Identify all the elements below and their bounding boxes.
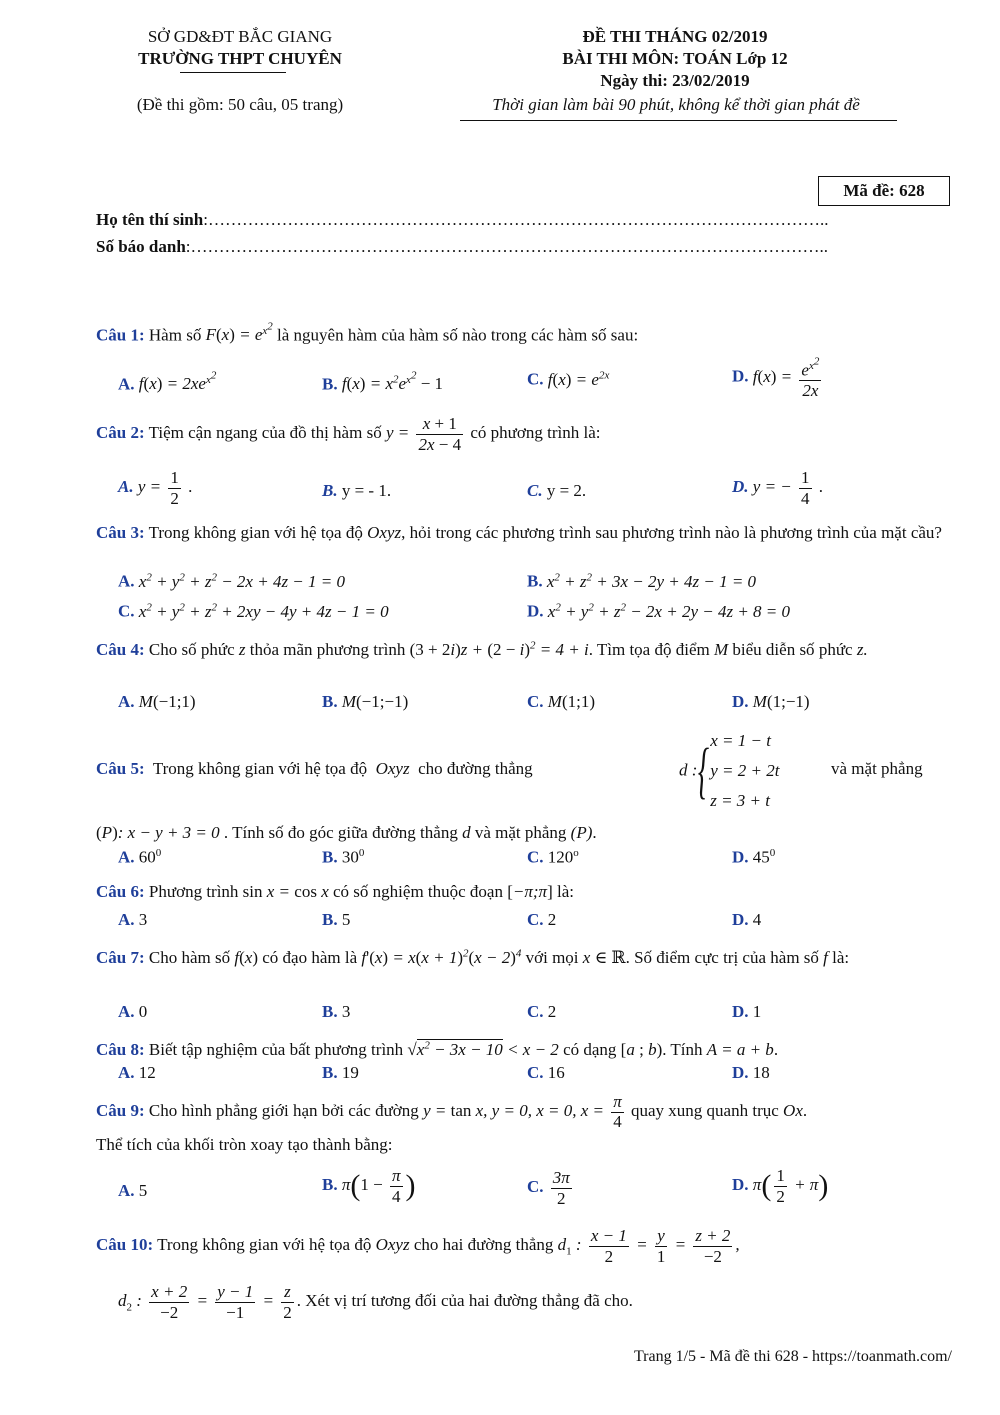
question-6-text-b: có số nghiệm thuộc đoạn bbox=[333, 882, 503, 901]
question-9-option-a[interactable] bbox=[118, 1181, 147, 1201]
question-1-formula: $F(x) = e^{x^2}$ bbox=[205, 320, 273, 345]
exam-subject: BÀI THI MÔN: TOÁN Lớp 12 bbox=[562, 49, 788, 68]
option-value: 18 bbox=[752, 1063, 770, 1082]
option-formula: π( $\frac{1}{2}$ + π) bbox=[752, 1166, 829, 1206]
exam-code-box bbox=[818, 176, 950, 206]
option-letter: A. bbox=[118, 910, 135, 929]
question-2-option-d[interactable] bbox=[732, 468, 823, 508]
student-name-label: Họ tên thí sinh bbox=[96, 210, 204, 229]
question-9-text-a: Cho hình phẳng giới hạn bởi các đường bbox=[148, 1101, 419, 1121]
question-5-plane-name: (P) bbox=[570, 823, 593, 842]
question-9-formula: y = tan x, y = 0, x = 0, x = $\frac{\pi}{4}$ bbox=[423, 1092, 622, 1131]
option-sup: 0 bbox=[155, 847, 162, 859]
option-letter: B. bbox=[322, 1174, 338, 1194]
question-10-cont bbox=[118, 1282, 956, 1322]
question-6-option-b[interactable] bbox=[322, 910, 350, 930]
question-5-plane: (P): x − y + 3 = 0 bbox=[96, 823, 220, 842]
page-footer: Trang 1/5 - Mã đề thi 628 - https://toanmath.com/ bbox=[633, 1348, 952, 1365]
question-6-label: Câu 6: bbox=[96, 882, 145, 901]
option-value: 2 bbox=[547, 910, 557, 929]
question-3-label: Câu 3: bbox=[96, 523, 145, 542]
question-3-system: Oxyz bbox=[367, 523, 402, 542]
option-formula: $x^2 + y^2 + z^2 - 2x + 2y - 4z + 8 = 0$ bbox=[547, 601, 791, 621]
option-formula: M(−1;−1) bbox=[341, 692, 409, 711]
student-id-label: Số báo danh bbox=[96, 237, 186, 256]
option-letter: B. bbox=[322, 374, 338, 394]
option-value: 3 bbox=[138, 910, 148, 929]
question-10-line-d1: $d_1$ : $\frac{x - 1}{2}$ = $\frac{y}{1}$ = $\frac{z + 2}{-2}$ , bbox=[557, 1226, 740, 1266]
question-10-line-d2: $d_2$ : $\frac{x + 2}{-2}$ = $\frac{y - 1}{-1}$ = $\frac{z}{2}$ bbox=[118, 1282, 292, 1322]
option-value: 45 bbox=[752, 847, 770, 867]
question-7-text-c: với mọi bbox=[525, 948, 579, 967]
option-value: 16 bbox=[547, 1063, 565, 1082]
question-4-option-c[interactable] bbox=[527, 692, 595, 712]
question-3-text-c: trình của mặt cầu? bbox=[816, 523, 942, 542]
question-4-option-d[interactable] bbox=[732, 692, 810, 712]
option-letter: A. bbox=[118, 1063, 135, 1082]
question-8-a: a bbox=[626, 1040, 635, 1059]
question-3-text-a: Trong không gian với hệ tọa độ bbox=[148, 523, 363, 542]
question-9-text-b: quay xung quanh trục bbox=[631, 1101, 779, 1121]
option-value: 120 bbox=[547, 847, 574, 867]
question-7-domain: x ∈ ℝ bbox=[582, 948, 626, 967]
question-5-text-b: cho đường thẳng bbox=[418, 759, 533, 778]
option-letter: B. bbox=[527, 571, 543, 591]
question-4-text-b: thỏa mãn phương trình bbox=[249, 640, 406, 659]
question-4-option-a[interactable] bbox=[118, 692, 196, 712]
question-2-option-b[interactable] bbox=[322, 481, 391, 501]
question-1-option-a[interactable] bbox=[118, 369, 216, 394]
question-5-text-a: Trong không gian với hệ tọa độ bbox=[152, 759, 368, 778]
option-letter: D. bbox=[732, 476, 749, 496]
option-formula: $x^2 + y^2 + z^2 + 2xy - 4y + 4z - 1 = 0$ bbox=[138, 601, 389, 621]
question-7-text-f: là: bbox=[832, 948, 850, 967]
option-letter: A. bbox=[118, 571, 135, 591]
option-letter: C. bbox=[527, 1002, 544, 1021]
question-7-option-c[interactable] bbox=[527, 1002, 556, 1022]
option-formula: y = $\frac{1}{2}$ . bbox=[137, 468, 193, 508]
question-9-option-c[interactable] bbox=[527, 1168, 575, 1208]
school-underline bbox=[180, 72, 286, 73]
question-8-option-c[interactable] bbox=[527, 1063, 565, 1083]
option-letter: B. bbox=[322, 481, 338, 500]
question-5-text-e: và mặt phẳng bbox=[474, 823, 567, 842]
question-5-text-d: . Tính số đo góc giữa đường thẳng bbox=[223, 823, 458, 842]
question-1-text-b: là nguyên hàm của hàm số nào trong các hàm số sau: bbox=[277, 325, 639, 345]
question-2-text-b: có phương trình là: bbox=[470, 422, 601, 442]
question-5 bbox=[96, 726, 956, 816]
option-value: 3 bbox=[341, 1002, 351, 1021]
question-8-text-a: Biết tập nghiệm của bất phương trình bbox=[148, 1040, 404, 1059]
exam-code: Mã đề: 628 bbox=[843, 181, 925, 200]
question-9-label: Câu 9: bbox=[96, 1101, 145, 1121]
question-5-label: Câu 5: bbox=[96, 759, 145, 778]
option-letter: A. bbox=[118, 1002, 135, 1021]
question-5-line: d bbox=[462, 823, 471, 842]
question-2-label: Câu 2: bbox=[96, 422, 145, 442]
option-letter: A. bbox=[118, 847, 135, 867]
option-letter: D. bbox=[732, 910, 749, 929]
option-value: 12 bbox=[138, 1063, 156, 1082]
option-letter: C. bbox=[527, 847, 544, 867]
question-4-text-a: Cho số phức bbox=[148, 640, 235, 659]
option-value: 19 bbox=[341, 1063, 359, 1082]
question-8-text-b: có dạng [ bbox=[563, 1040, 627, 1059]
question-8 bbox=[96, 1037, 956, 1063]
question-2-option-c[interactable] bbox=[527, 481, 586, 501]
option-letter: D. bbox=[732, 366, 749, 386]
question-4-text-e: phức bbox=[818, 640, 853, 659]
option-formula: f(x) = $\frac{e^{x^2}}{2x}$ bbox=[752, 355, 820, 400]
option-formula: $f(x) = x^2e^{x^2} - 1$ bbox=[341, 369, 444, 394]
option-letter: C. bbox=[527, 910, 544, 929]
question-9-text-c: . bbox=[802, 1101, 808, 1121]
option-sup: 0 bbox=[358, 847, 365, 859]
option-formula: $f(x) = e^{2x}$ bbox=[547, 369, 610, 389]
question-6 bbox=[96, 879, 956, 905]
question-3-option-c[interactable] bbox=[118, 601, 389, 622]
question-6-formula: sin x = cos x bbox=[242, 882, 329, 901]
question-7-option-b[interactable] bbox=[322, 1002, 350, 1022]
option-letter: B. bbox=[322, 692, 338, 711]
question-7-text-d: . Số điểm cực trị của bbox=[625, 948, 767, 967]
option-letter: D. bbox=[732, 1002, 749, 1021]
question-4-formula: $(3 + 2i)z + (2 - i)^2 = 4 + i$ bbox=[409, 639, 589, 659]
option-sup: o bbox=[573, 847, 579, 859]
question-9-option-d[interactable] bbox=[732, 1166, 828, 1206]
question-6-option-a[interactable] bbox=[118, 910, 147, 930]
question-3-option-d[interactable] bbox=[527, 601, 790, 622]
question-8-text-c: ; bbox=[634, 1040, 649, 1059]
option-value: y = - 1. bbox=[341, 481, 392, 500]
question-5-cont bbox=[96, 820, 956, 846]
option-letter: A. bbox=[118, 692, 135, 711]
question-6-interval: [−π;π] bbox=[507, 882, 553, 901]
option-letter: C. bbox=[527, 692, 544, 711]
question-8-b: b bbox=[648, 1040, 657, 1059]
exam-title: ĐỀ THI THÁNG 02/2019 bbox=[582, 27, 768, 46]
question-5-text-c: và mặt phẳng bbox=[831, 759, 923, 778]
option-formula: $f(x) = 2xe^{x^2}$ bbox=[138, 369, 217, 394]
option-letter: D. bbox=[527, 601, 544, 621]
option-letter: B. bbox=[322, 1063, 338, 1082]
question-5-option-d[interactable] bbox=[732, 847, 775, 868]
option-formula: π(1 − $\frac{\pi}{4}$ ) bbox=[341, 1166, 416, 1206]
exam-page-count: (Đề thi gồm: 50 câu, 05 trang) bbox=[136, 95, 344, 114]
question-7-text-b: có đạo hàm là bbox=[262, 948, 358, 967]
option-letter: D. bbox=[732, 847, 749, 867]
question-7-label: Câu 7: bbox=[96, 948, 145, 967]
option-value: 5 bbox=[341, 910, 351, 929]
option-letter: B. bbox=[322, 910, 338, 929]
school-department: SỞ GD&ĐT BẮC GIANG bbox=[147, 27, 333, 46]
student-id-dots: :………………………………………………………………………………………………….. bbox=[185, 237, 829, 256]
option-value: 30 bbox=[341, 847, 359, 867]
question-1-text-a: Hàm số bbox=[148, 325, 202, 345]
option-sup: 0 bbox=[769, 847, 776, 859]
option-letter: A. bbox=[118, 476, 134, 496]
option-letter: D. bbox=[732, 1174, 749, 1194]
duration-underline bbox=[460, 120, 897, 121]
question-10-text-a: Trong không gian với hệ tọa độ bbox=[157, 1234, 372, 1254]
option-formula: M(−1;1) bbox=[138, 692, 196, 711]
question-1-option-b[interactable] bbox=[322, 369, 443, 394]
question-5-option-c[interactable] bbox=[527, 847, 579, 868]
option-formula: $x^2 + z^2 + 3x - 2y + 4z - 1 = 0$ bbox=[546, 571, 757, 591]
question-4-text-f: z. bbox=[856, 640, 868, 659]
option-letter: A. bbox=[118, 374, 135, 394]
question-4-text-c: . Tìm tọa độ điểm bbox=[588, 640, 710, 659]
question-2 bbox=[96, 414, 956, 454]
option-letter: A. bbox=[118, 1181, 135, 1200]
question-9-option-b[interactable] bbox=[322, 1166, 416, 1206]
question-7-formula: $f'(x) = x(x + 1)^2(x - 2)^4$ bbox=[361, 947, 522, 967]
exam-duration: Thời gian làm bài 90 phút, không kể thời gian phát đề bbox=[492, 95, 860, 114]
exam-date: Ngày thi: 23/02/2019 bbox=[600, 71, 750, 90]
question-7-function: f(x) bbox=[234, 948, 259, 967]
question-8-option-a[interactable] bbox=[118, 1063, 156, 1083]
question-2-formula: y = $\frac{x + 1}{2x - 4}$ bbox=[385, 414, 462, 454]
question-7-text-a: Cho hàm số bbox=[148, 948, 231, 967]
question-8-formula: $√x^2 - 3x - 10 < x - 2$ bbox=[407, 1039, 559, 1059]
question-6-option-d[interactable] bbox=[732, 910, 761, 930]
option-letter: C. bbox=[527, 369, 544, 389]
question-6-text-a: Phương trình bbox=[148, 882, 239, 901]
question-10-label: Câu 10: bbox=[96, 1234, 154, 1254]
question-7-text-e: hàm số bbox=[770, 948, 819, 967]
option-value: 60 bbox=[138, 847, 156, 867]
question-8-option-d[interactable] bbox=[732, 1063, 770, 1083]
question-10 bbox=[96, 1226, 956, 1266]
question-7 bbox=[96, 943, 956, 973]
option-formula: M(1;−1) bbox=[752, 692, 810, 711]
question-4-point: M bbox=[713, 640, 729, 659]
option-letter: B. bbox=[322, 847, 338, 867]
option-formula: $\frac{3\pi}{2}$ bbox=[552, 1168, 570, 1208]
option-letter: C. bbox=[527, 1176, 544, 1196]
option-letter: C. bbox=[118, 601, 135, 621]
question-6-text-c: là: bbox=[557, 882, 574, 901]
question-5-text-f: . bbox=[592, 823, 597, 842]
student-id-line bbox=[96, 237, 956, 257]
question-9-text-d: Thể tích của khối tròn xoay tạo thành bằng: bbox=[96, 1135, 393, 1155]
question-8-label: Câu 8: bbox=[96, 1040, 145, 1059]
option-formula: M(1;1) bbox=[547, 692, 595, 711]
question-4-var: z bbox=[238, 640, 246, 659]
question-1-option-c[interactable] bbox=[527, 369, 609, 390]
question-5-system: Oxyz bbox=[375, 759, 410, 778]
question-3 bbox=[96, 522, 956, 545]
question-2-text-a: Tiệm cận ngang của đồ thị hàm số bbox=[148, 422, 382, 442]
question-4-label: Câu 4: bbox=[96, 640, 145, 659]
question-5-line-equation: d :{ x = 1 − t y = 2 + 2t z = 3 + t bbox=[679, 731, 780, 810]
question-4 bbox=[96, 636, 956, 663]
option-value: 4 bbox=[752, 910, 762, 929]
option-letter: B. bbox=[322, 1002, 338, 1021]
question-7-option-d[interactable] bbox=[732, 1002, 761, 1022]
question-10-system: Oxyz bbox=[375, 1234, 410, 1254]
question-3-option-b[interactable] bbox=[527, 571, 756, 592]
option-value: 5 bbox=[138, 1181, 148, 1200]
question-7-f: f bbox=[823, 948, 828, 967]
school-name: TRƯỜNG THPT CHUYÊN bbox=[138, 49, 342, 68]
question-4-text-d: biểu diễn số bbox=[732, 640, 815, 659]
question-7-option-a[interactable] bbox=[118, 1002, 147, 1022]
question-6-option-c[interactable] bbox=[527, 910, 556, 930]
option-value: y = 2. bbox=[546, 481, 587, 500]
question-8-expr: A = a + b bbox=[706, 1040, 774, 1059]
question-5-option-a[interactable] bbox=[118, 847, 161, 868]
question-10-text-b: cho hai đường thẳng bbox=[413, 1234, 554, 1254]
student-name-line bbox=[96, 210, 956, 230]
question-3-text-b: , hỏi trong các phương trình sau phương trình nào là phương bbox=[401, 523, 813, 542]
student-name-dots: :……………………………………………………………………………………………….. bbox=[203, 210, 829, 229]
question-5-left bbox=[96, 759, 533, 779]
option-formula: $x^2 + y^2 + z^2 - 2x + 4z - 1 = 0$ bbox=[138, 571, 346, 591]
option-letter: D. bbox=[732, 1063, 749, 1082]
question-10-text-c: . Xét vị trí tương đối của hai đường thẳng đã cho. bbox=[296, 1290, 633, 1310]
question-9-axis: Ox bbox=[783, 1101, 803, 1121]
option-value: 0 bbox=[138, 1002, 148, 1021]
option-letter: C. bbox=[527, 1063, 544, 1082]
question-4-option-b[interactable] bbox=[322, 692, 408, 712]
question-8-text-d: ). Tính bbox=[656, 1040, 703, 1059]
question-5-option-b[interactable] bbox=[322, 847, 364, 868]
question-1-option-d[interactable] bbox=[732, 355, 824, 400]
question-8-text-e: . bbox=[773, 1040, 779, 1059]
option-letter: D. bbox=[732, 692, 749, 711]
question-1-label: Câu 1: bbox=[96, 325, 145, 345]
question-3-option-a[interactable] bbox=[118, 571, 345, 592]
option-value: 1 bbox=[752, 1002, 762, 1021]
question-2-option-a[interactable] bbox=[118, 468, 192, 508]
option-value: 2 bbox=[547, 1002, 557, 1021]
question-9 bbox=[96, 1093, 956, 1156]
option-letter: C. bbox=[527, 481, 543, 500]
option-formula: y = − $\frac{1}{4}$ . bbox=[752, 468, 824, 508]
question-8-option-b[interactable] bbox=[322, 1063, 359, 1083]
question-1 bbox=[96, 318, 956, 348]
